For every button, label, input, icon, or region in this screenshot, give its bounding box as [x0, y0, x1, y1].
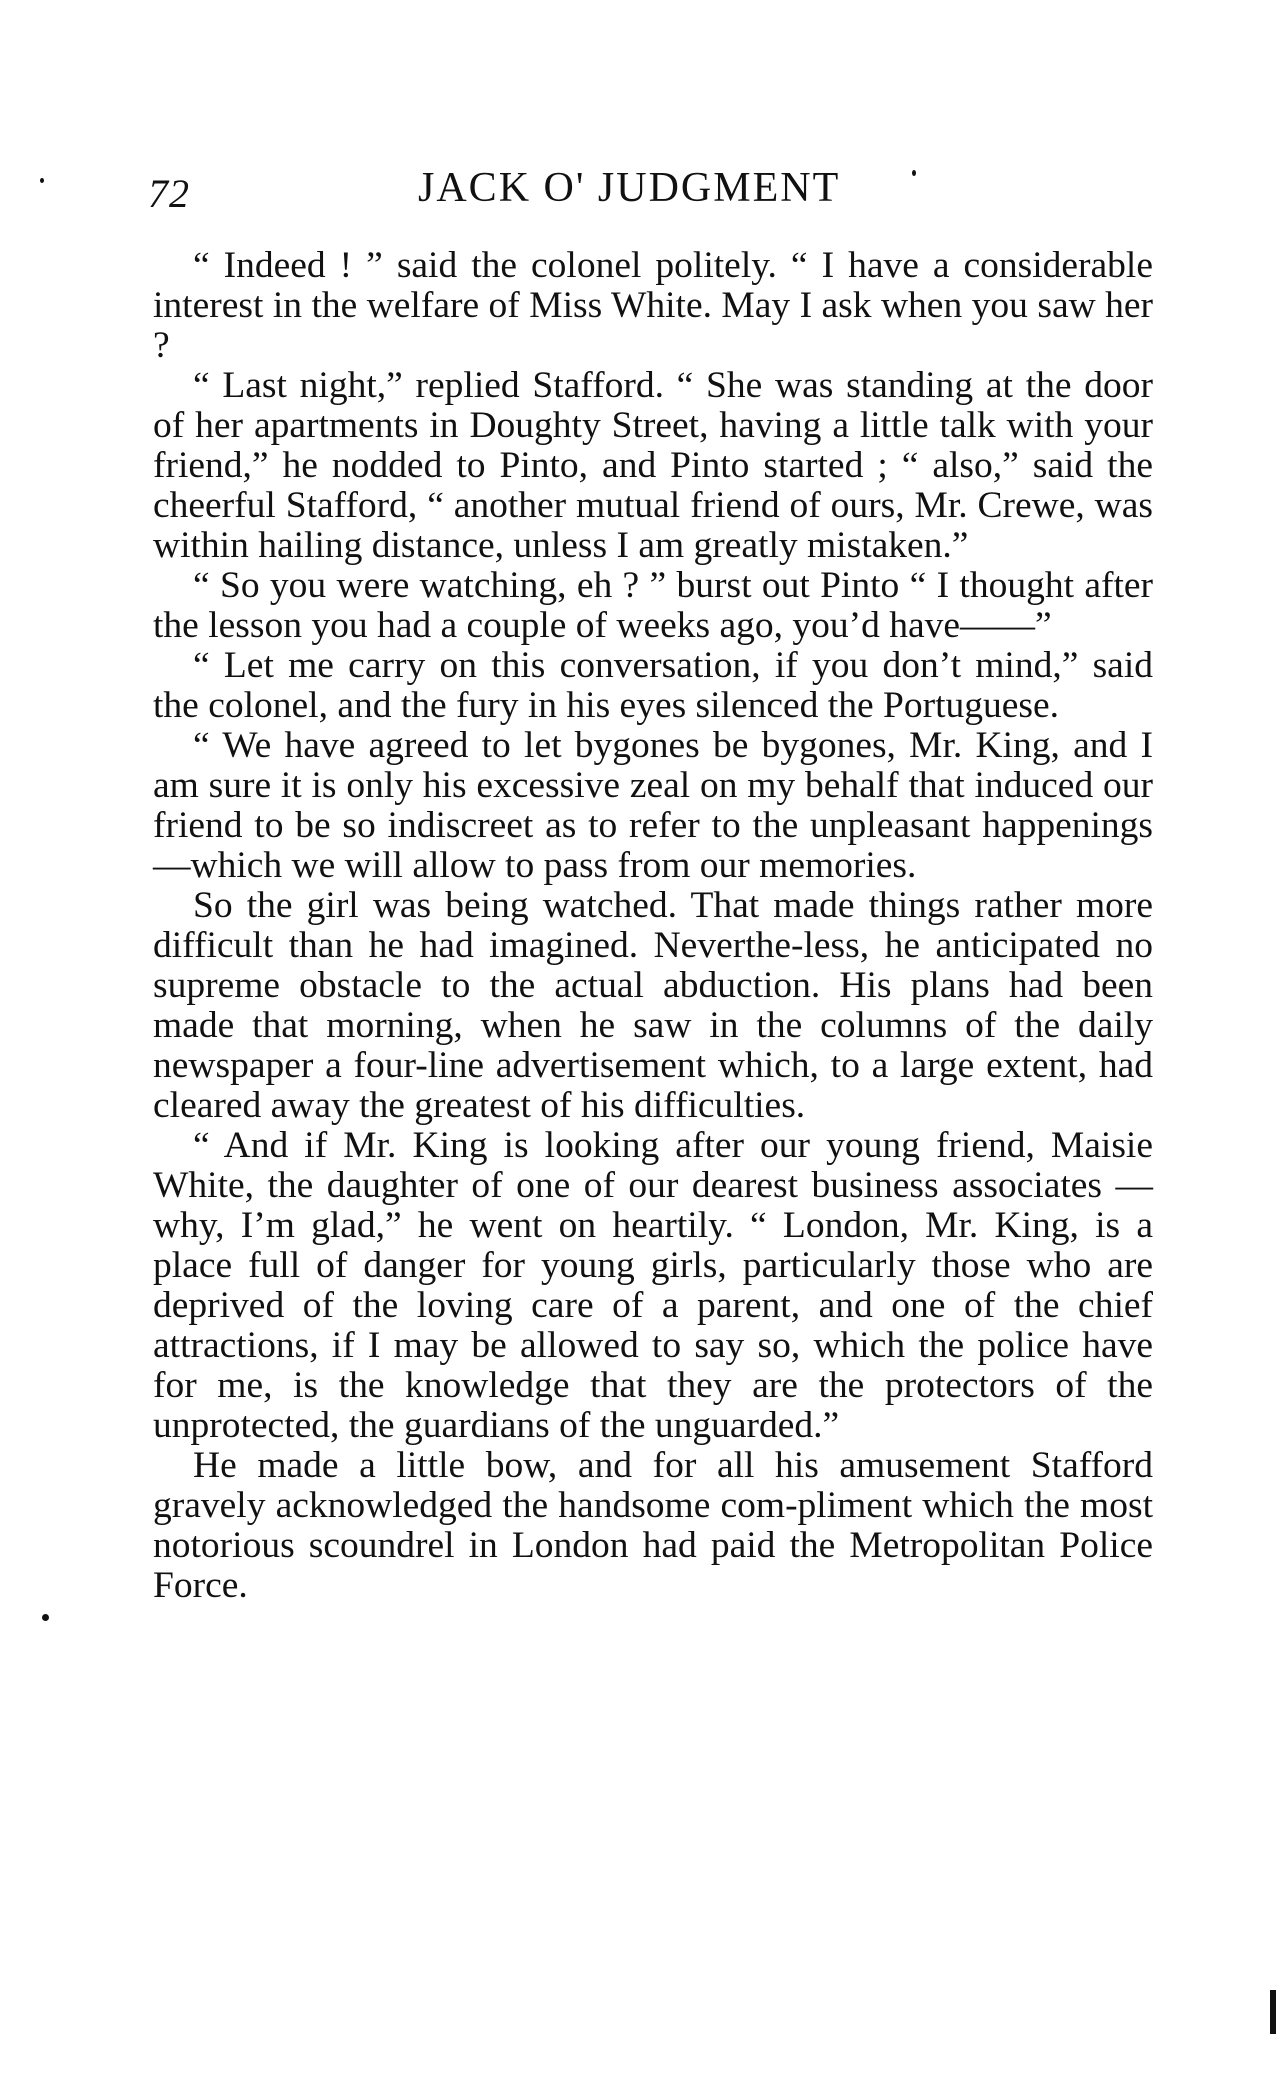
running-head — [148, 160, 1158, 220]
page-edge-mark — [1270, 1990, 1276, 2034]
ink-speck — [40, 178, 44, 183]
paragraph: “ Last night,” replied Stafford. “ She was standing at the door of her apartments in Doughty Street, having a little talk with your friend,” he nodded to Pinto, and Pinto started ; “ also,” said the cheerful Stafford, “ another mutual friend of ours, Mr. Crewe, was within hailing distance, unless I am greatly mistaken.” — [153, 365, 1153, 566]
book-title: JACK O' JUDGMENT — [418, 165, 841, 211]
paragraph: “ We have agreed to let bygones be bygones, Mr. King, and I am sure it is only his excessive zeal on my behalf that induced our friend to be so indiscreet as to refer to the unpleasant happenings—which we will allow to pass from our memories. — [153, 725, 1153, 886]
paragraph: “ Indeed ! ” said the colonel politely. “ I have a considerable interest in the welfare of Miss White. May I ask when you saw her ? — [153, 245, 1153, 366]
body-text — [153, 246, 1153, 1606]
ink-speck — [42, 1614, 49, 1621]
paragraph: He made a little bow, and for all his amusement Stafford gravely acknowledged the handsome com-pliment which the most notorious scoundrel in London had paid the Metropolitan Police Force. — [153, 1445, 1153, 1606]
page-number: 72 — [148, 171, 190, 216]
paragraph: “ Let me carry on this conversation, if you don’t mind,” said the colonel, and the fury in his eyes silenced the Portuguese. — [153, 645, 1153, 726]
paragraph: So the girl was being watched. That made things rather more difficult than he had imagined. Neverthe-less, he anticipated no supreme obstacle to the actual abduction. His plans had been made that morning, when he saw in the columns of the daily newspaper a four-line advertisement which, to a large extent, had cleared away the greatest of his difficulties. — [153, 885, 1153, 1126]
paragraph: “ And if Mr. King is looking after our young friend, Maisie White, the daughter of one of our dearest business associates — why, I’m glad,” he went on heartily. “ London, Mr. King, is a place full of danger for young girls, particularly those who are deprived of the loving care of a parent, and one of the chief attractions, if I may be allowed to say so, which the police have for me, is the knowledge that they are the protectors of the unprotected, the guardians of the unguarded.” — [153, 1125, 1153, 1446]
paragraph: “ So you were watching, eh ? ” burst out Pinto “ I thought after the lesson you had a couple of weeks ago, you’d have——” — [153, 565, 1153, 646]
ink-speck — [912, 170, 916, 176]
